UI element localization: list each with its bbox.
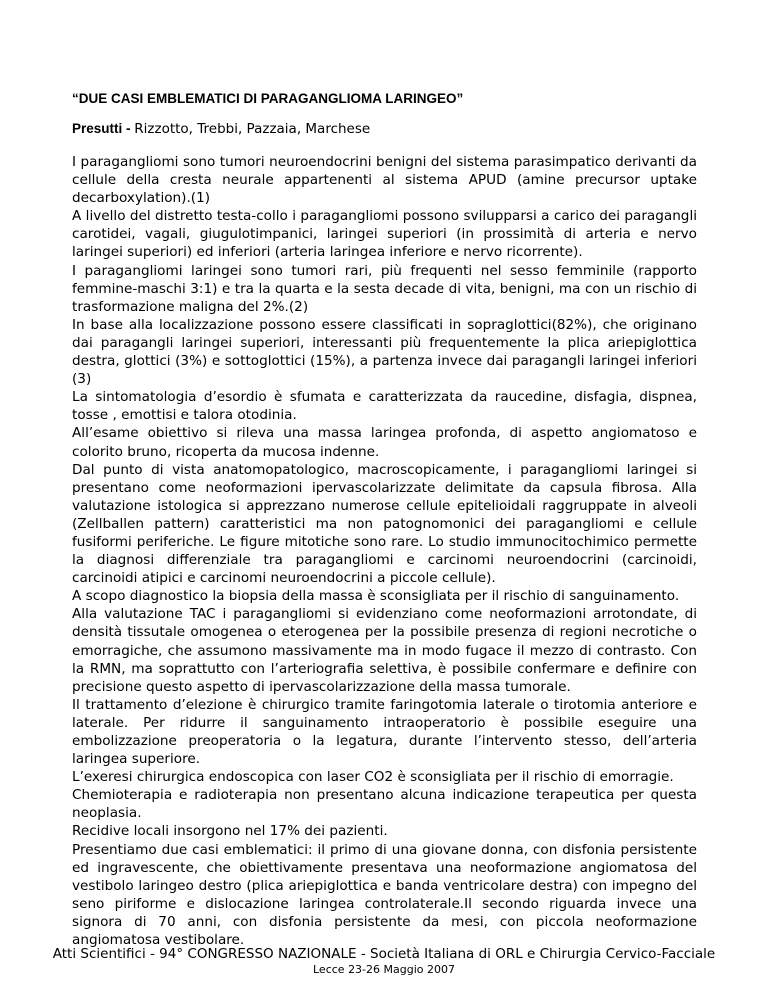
abstract-body	[72, 153, 697, 949]
paragraph: I paragangliomi laringei sono tumori rari, più frequenti nel sesso femminile (rapporto femmine-maschi 3:1) e tra la quarta e la sesta decade di vita, benigni, ma con un rischio di trasformazione maligna del 2%.(2)	[72, 262, 697, 315]
paragraph: Dal punto di vista anatomopatologico, macroscopicamente, i paragangliomi laringei si presentano come neoformazioni ipervascolarizzate delimitate da capsula fibrosa. Alla valutazione istologica si apprezzano numerose cellule epitelioidali raggruppate in alveoli (Zellballen pattern) caratteristici ma non patognomonici dei paragangliomi e cellule fusiformi periferiche. Le figure mitotiche sono rare. Lo studio immunocitochimico permette la diagnosi differenziale tra paragangliomi e carcinomi neuroendocrini (carcinoidi, carcinoidi atipici e carcinomi neuroendocrini a piccole cellule).	[72, 461, 697, 587]
paragraph: L’exeresi chirurgica endoscopica con laser CO2 è sconsigliata per il rischio di emorragie.	[72, 769, 674, 786]
paragraph: I paragangliomi sono tumori neuroendocrini benigni del sistema parasimpatico derivanti da cellule della cresta neurale appartenenti al sistema APUD (amine precursor uptake decarboxylation).(1)	[72, 154, 697, 207]
paragraph: All’esame obiettivo si rileva una massa laringea profonda, di aspetto angiomatoso e colorito bruno, ricoperta da mucosa indenne.	[72, 425, 697, 460]
footer-congress-line: Atti Scientifici - 94° CONGRESSO NAZIONALE - Società Italiana di ORL e Chirurgia Cervico-Facciale	[52, 946, 716, 962]
paragraph: Chemioterapia e radioterapia non presentano alcuna indicazione terapeutica per questa neoplasia.	[72, 787, 697, 822]
paragraph: In base alla localizzazione possono essere classificati in sopraglottici(82%), che originano dai paragangli laringei superiori, interessanti più frequentemente la plica ariepiglottica destra, glottici (3%) e sottoglottici (15%), a partenza invece dai paragangli laringei inferiori (3)	[72, 316, 697, 388]
paragraph: Recidive locali insorgono nel 17% dei pazienti.	[72, 823, 388, 840]
paragraph: Presentiamo due casi emblematici: il primo di una giovane donna, con disfonia persistente ed ingravescente, che obiettivamente presentava una neoformazione angiomatosa del vestibolo laringeo destro (plica ariepiglottica e banda ventricolare destra) con impegno del seno piriforme e dislocazione laringea controlaterale.Il secondo riguarda invece una signora di 70 anni, con disfonia persistente da mesi, con piccola neoformazione angiomatosa vestibolare.	[72, 841, 697, 949]
footer-date-line: Lecce 23-26 Maggio 2007	[313, 963, 455, 976]
page-footer	[0, 946, 768, 977]
paragraph: La sintomatologia d’esordio è sfumata e caratterizzata da raucedine, disfagia, dispnea, tosse , emottisi e talora otodinia.	[72, 389, 697, 424]
lead-author: Presutti -	[72, 121, 135, 136]
co-authors: Rizzotto, Trebbi, Pazzaia, Marchese	[134, 121, 371, 137]
paragraph: A livello del distretto testa-collo i paragangliomi possono svilupparsi a carico dei paragangli carotidei, vagali, giugulotimpanici, laringei superiori (in prossimità di arteria e nervo laringei superiori) ed inferiori (arteria laringea inferiore e nervo ricorrente).	[72, 208, 697, 261]
paragraph: A scopo diagnostico la biopsia della massa è sconsigliata per il rischio di sanguinamento.	[72, 588, 680, 605]
paragraph: Alla valutazione TAC i paragangliomi si evidenziano come neoformazioni arrotondate, di densità tissutale omogenea o eterogenea per la possibile presenza di regioni necrotiche o emorragiche, che assumono massivamente ma in modo fugace il mezzo di contrasto. Con la RMN, ma soprattutto con l’arteriografia selettiva, è possibile confermare e definire con precisione questo aspetto di ipervascolarizzazione della massa tumorale.	[72, 606, 697, 695]
paragraph: Il trattamento d’elezione è chirurgico tramite faringotomia laterale o tirotomia anteriore e laterale. Per ridurre il sanguinamento intraoperatorio è possibile eseguire una embolizzazione preoperatoria o la legatura, durante l’intervento stesso, dell’arteria laringea superiore.	[72, 696, 697, 768]
author-line	[72, 120, 697, 138]
document-title: “DUE CASI EMBLEMATICI DI PARAGANGLIOMA LARINGEO”	[72, 91, 464, 106]
